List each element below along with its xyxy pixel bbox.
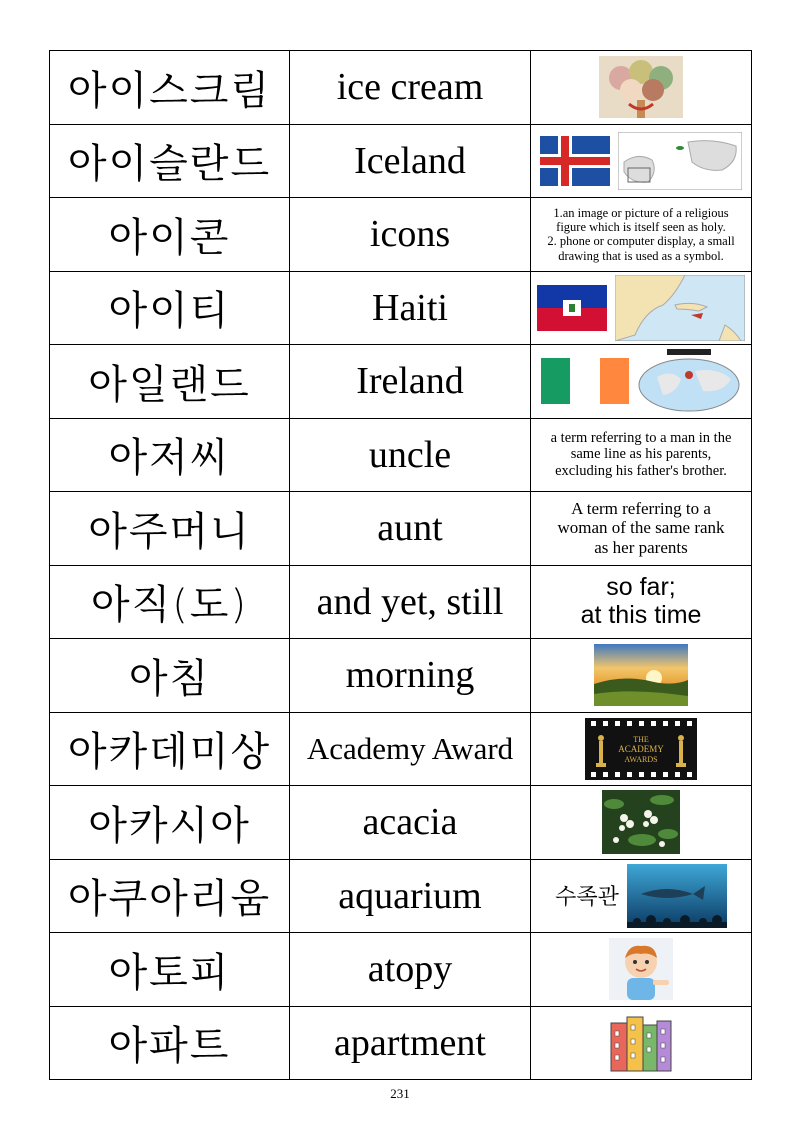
table-row: [50, 198, 752, 272]
ice-cream-photo: [599, 56, 683, 118]
korean-word: 아이슬란드: [50, 124, 290, 198]
iceland-flag-and-map: [531, 132, 751, 190]
korean-word: 아이콘: [50, 198, 290, 272]
definition-line: drawing that is used as a symbol.: [558, 248, 724, 263]
english-word: Academy Award: [290, 712, 531, 786]
svg-text:AWARDS: AWARDS: [624, 754, 658, 764]
english-word: morning: [290, 639, 531, 713]
definition-line: A term referring to a: [571, 498, 711, 518]
korean-word: 아직(도): [50, 565, 290, 639]
table-row: [50, 933, 752, 1007]
globe-map-icon: [637, 349, 741, 413]
table-row: [50, 712, 752, 786]
table-row: [50, 124, 752, 198]
note-cell: [531, 492, 752, 566]
note-cell: [531, 198, 752, 272]
definition-line: as her parents: [594, 538, 688, 558]
definition-line: same line as his parents,: [570, 446, 712, 463]
picture-cell: [531, 124, 752, 198]
korean-synonym: 수족관: [555, 885, 619, 911]
table-row: [50, 1006, 752, 1080]
korean-word: 아카데미상: [50, 712, 290, 786]
ireland-flag-icon: [541, 358, 629, 404]
korean-word: 아침: [50, 639, 290, 713]
aquarium-note-and-photo: [531, 864, 751, 928]
definition-text: [531, 499, 751, 558]
haiti-flag-and-map: [531, 275, 751, 341]
korean-word: 아쿠아리움: [50, 859, 290, 933]
korean-word: 아토피: [50, 933, 290, 1007]
picture-cell: [531, 712, 752, 786]
table-row: [50, 271, 752, 345]
english-word: apartment: [290, 1006, 531, 1080]
definition-line: woman of the same rank: [557, 518, 725, 538]
definition-line: at this time: [580, 600, 702, 629]
apartment-buildings-illustration: [609, 1011, 673, 1075]
picture-cell: [531, 786, 752, 860]
english-word: ice cream: [290, 51, 531, 125]
table-row: [50, 418, 752, 492]
note-cell: [531, 418, 752, 492]
picture-cell: [531, 1006, 752, 1080]
korean-word: 아주머니: [50, 492, 290, 566]
picture-cell: [531, 639, 752, 713]
korean-word: 아카시아: [50, 786, 290, 860]
english-word: acacia: [290, 786, 531, 860]
korean-word: 아저씨: [50, 418, 290, 492]
korean-word: 아이티: [50, 271, 290, 345]
picture-cell: [531, 271, 752, 345]
english-word: atopy: [290, 933, 531, 1007]
definition-line: figure which is itself seen as holy.: [556, 219, 726, 234]
definition-line: 2. phone or computer display, a small: [547, 234, 735, 249]
table-row: [50, 492, 752, 566]
english-word: uncle: [290, 418, 531, 492]
iceland-flag-icon: [540, 136, 610, 186]
table-row: [50, 639, 752, 713]
definition-line: so far;: [606, 573, 676, 602]
svg-text:ACADEMY: ACADEMY: [618, 743, 664, 754]
table-row: [50, 859, 752, 933]
korean-word: 아이스크림: [50, 51, 290, 125]
english-word: Ireland: [290, 345, 531, 419]
english-word: Iceland: [290, 124, 531, 198]
korean-word: 아파트: [50, 1006, 290, 1080]
picture-cell: [531, 933, 752, 1007]
note-cell: [531, 565, 752, 639]
definition-line: excluding his father's brother.: [555, 463, 727, 480]
caribbean-map-icon: [615, 275, 745, 341]
picture-cell: [531, 345, 752, 419]
child-cartoon: [609, 938, 673, 1000]
definition-line: 1.an image or picture of a religious: [553, 205, 729, 220]
english-word: and yet, still: [290, 565, 531, 639]
ireland-flag-and-map: [531, 349, 751, 413]
table-row: [50, 51, 752, 125]
definition-text: [531, 574, 751, 629]
definition-text: [531, 430, 751, 480]
english-word: aunt: [290, 492, 531, 566]
korean-word: 아일랜드: [50, 345, 290, 419]
table-row: [50, 786, 752, 860]
definition-text: [531, 206, 751, 264]
world-map-icon: [618, 132, 742, 190]
picture-cell: [531, 51, 752, 125]
table-row: [50, 565, 752, 639]
academy-awards-logo: [585, 718, 697, 780]
english-word: aquarium: [290, 859, 531, 933]
table-row: [50, 345, 752, 419]
vocabulary-table: [49, 50, 752, 1080]
page-number: 231: [390, 1086, 410, 1101]
sunrise-photo: [594, 644, 688, 706]
definition-line: a term referring to a man in the: [550, 429, 732, 446]
haiti-flag-icon: [537, 285, 607, 331]
picture-cell: [531, 859, 752, 933]
english-word: icons: [290, 198, 531, 272]
acacia-flowers-photo: [602, 790, 680, 854]
aquarium-photo: [627, 864, 727, 928]
english-word: Haiti: [290, 271, 531, 345]
svg-text:THE: THE: [633, 734, 649, 744]
